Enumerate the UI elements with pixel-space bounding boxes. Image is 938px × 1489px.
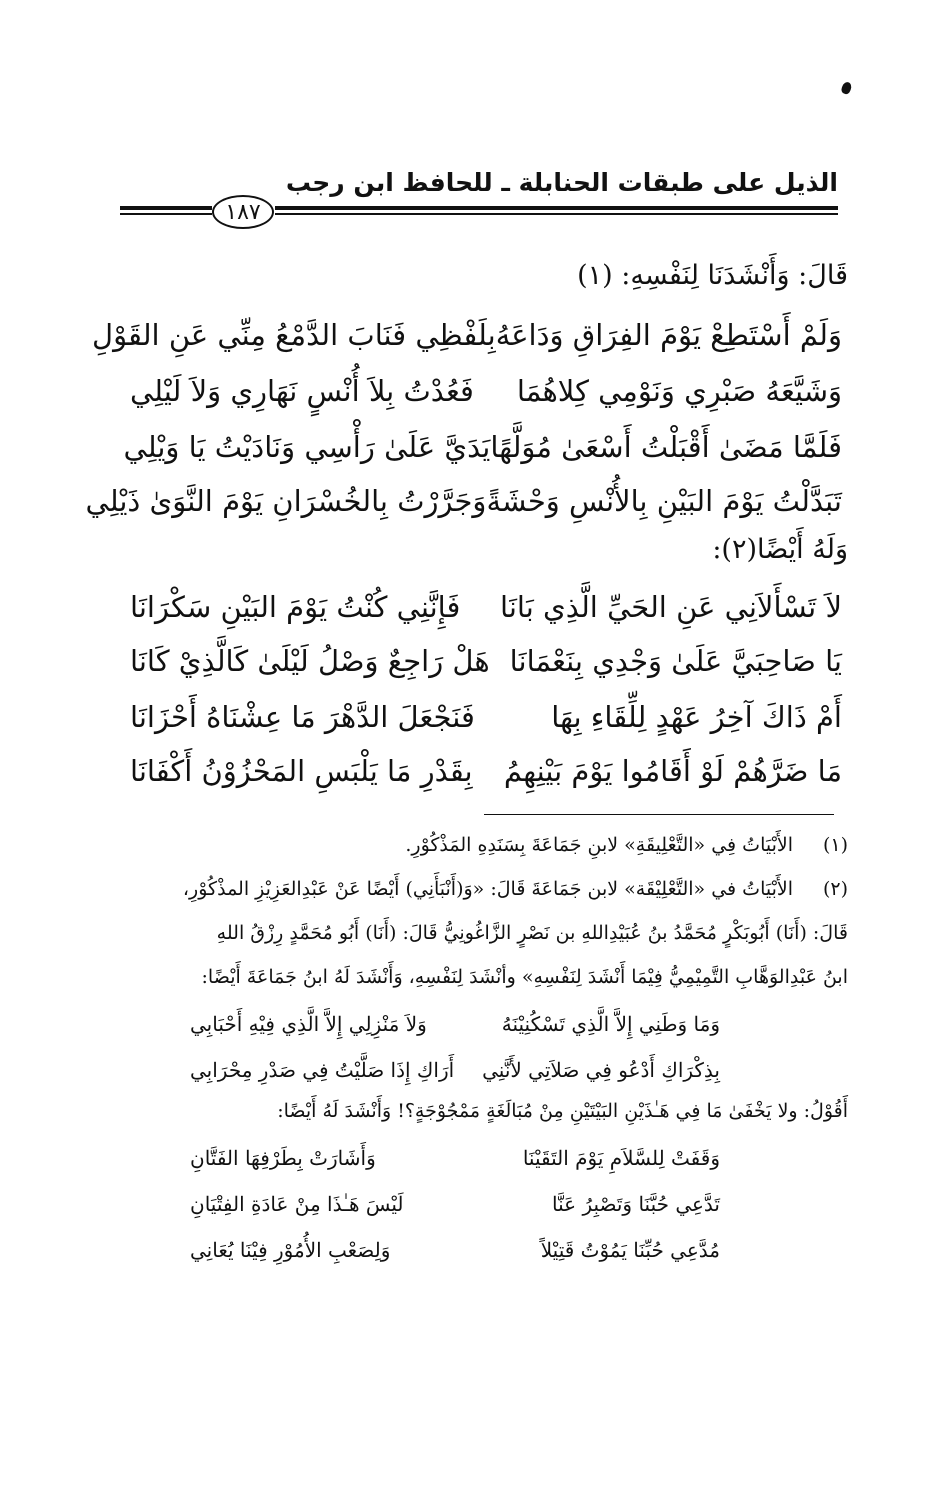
poem2-verse-1 bbox=[130, 590, 842, 634]
running-title: الذيل على طبقات الحنابلة ـ للحافظ ابن رجب bbox=[285, 168, 838, 197]
header-rule-left-thin bbox=[120, 213, 212, 215]
footnote-number: (١) bbox=[822, 834, 848, 856]
hemistich-1: بِذِكْرَاكِ أَدْعُو فِي صَلاَتِي لأَنَّنِي bbox=[482, 1058, 720, 1082]
footnote-verse-2 bbox=[190, 1058, 720, 1092]
hemistich-1: وَشَيَّعَهُ صَبْرِي وَنَوْمِي كِلاهُمَا bbox=[516, 374, 842, 408]
poem1-verse-1 bbox=[92, 318, 842, 362]
hemistich-1: مُدَّعِي حُبِّنَا يَمُوْتُ قَتِيْلاً bbox=[540, 1238, 720, 1262]
footnote-2-comment: أَقُوْلُ: ولا يَخْفَىٰ مَا فِي هَـٰذَيْنِ البَيْتَيْنِ مِنْ مُبَالَغَةٍ مَمْجُوْجَةٍ؟! وَأَنْشَدَ لَهُ أَيْضًا: bbox=[277, 1100, 848, 1122]
hemistich-2: بِلَفْظِي فَنَابَ الدَّمْعُ مِنِّي عَنِ القَوْلِ bbox=[92, 318, 496, 352]
poem2-verse-2 bbox=[130, 644, 842, 688]
footnote-verse-4 bbox=[190, 1192, 720, 1226]
hemistich-1: مَا ضَرَّهُمْ لَوْ أَقَامُوا يَوْمَ بَيْنِهِمُ bbox=[503, 754, 842, 788]
hemistich-1: تَدَّعِي حُبَّنَا وَتَصْبِرُ عَنَّا bbox=[552, 1192, 720, 1216]
poem1-verse-3 bbox=[123, 430, 842, 474]
intro-line-2: وَلَهُ أَيْضًا(٢): bbox=[712, 534, 848, 565]
hemistich-2: فَعُدْتُ بِلاَ أُنْسٍ نَهَارِي وَلاَ لَيْلِي bbox=[130, 374, 474, 408]
hemistich-1: أَمْ ذَاكَ آخِرُ عَهْدٍ لِلِّقَاءِ بِهَا bbox=[551, 700, 842, 734]
header-rule-thin bbox=[275, 213, 838, 215]
page-number: ١٨٧ bbox=[212, 195, 274, 229]
hemistich-2: لَيْسَ هَـٰذَا مِنْ عَادَةِ الفِتْيَانِ bbox=[190, 1192, 404, 1216]
hemistich-2: أَرَاكِ إِذَا صَلَّيْتُ فِي صَدْرِ مِحْرَابِي bbox=[190, 1058, 455, 1082]
footnote-number: (٢) bbox=[822, 878, 848, 900]
hemistich-1: وَلَمْ أَسْتَطِعْ يَوْمَ الفِرَاقِ وَدَاعَهُ bbox=[495, 318, 842, 352]
hemistich-1: وَمَا وَطَنِي إِلاَّ الَّذِي تَسْكُنِيْنَهُ bbox=[501, 1012, 720, 1036]
hemistich-2: وَجَرَّرْتُ بِالخُسْرَانِ يَوْمَ النَّوَىٰ ذَيْلِي bbox=[85, 484, 487, 518]
footnote-separator bbox=[484, 814, 834, 815]
hemistich-1: تَبَدَّلْتُ يَوْمَ البَيْنِ بِالأُنْسِ وَحْشَةً bbox=[486, 484, 842, 518]
hemistich-1: يَا صَاحِبَيَّ عَلَىٰ وَجْدِي بِنَعْمَانَا bbox=[509, 644, 842, 678]
hemistich-2: فَإِنَّنِي كُنْتُ يَوْمَ البَيْنِ سَكْرَانَا bbox=[130, 590, 461, 624]
poem2-verse-4 bbox=[130, 754, 842, 798]
hemistich-2: وَلاَ مَنْزِلِي إِلاَّ الَّذِي فِيْهِ أَحْبَابِي bbox=[190, 1012, 427, 1036]
hemistich-2: وَأَشَارَتْ بِطَرْفِهَا الفَتَّانِ bbox=[190, 1146, 376, 1170]
hemistich-1: لاَ تَسْأَلاَنِي عَنِ الحَيِّ الَّذِي بَانَا bbox=[500, 590, 842, 624]
footnote-text: الأَبْيَاتُ فِي «التَّعْلِيقَةِ» لابنِ جَمَاعَةَ بِسَنَدِهِ المَذْكُوْرِ. bbox=[405, 834, 793, 856]
footnote-2 bbox=[128, 878, 848, 906]
footnote-verse-3 bbox=[190, 1146, 720, 1180]
poem2-verse-3 bbox=[130, 700, 842, 744]
poem1-verse-4 bbox=[85, 484, 842, 528]
footnote-text: الأَبْيَاتُ في «التَّعْلِيْقَة» لابن جَمَاعَةَ قَالَ: «وَ(أَنْبَأَنِي) أَيْضًا عَنْ عَبْدِالعَزِيْزِ المذْكُوْرِ، bbox=[182, 878, 793, 900]
hemistich-1: فَلَمَّا مَضَىٰ أَقْبَلْتُ أَسْعَىٰ مُوَلَّهًا bbox=[490, 430, 842, 464]
intro-line-1: قَالَ: وَأَنْشَدَنَا لِنَفْسِهِ: (١) bbox=[577, 260, 848, 291]
ink-dot bbox=[840, 81, 853, 95]
hemistich-2: وَلِصَعْبِ الأُمُوْرِ فِيْنَا يُعَانِي bbox=[190, 1238, 391, 1262]
header-rule bbox=[275, 206, 838, 210]
poem1-verse-2 bbox=[130, 374, 842, 418]
footnote-2-line-3: ابنُ عَبْدِالوَهَّابِ التَّمِيْمِيُّ فِيْمَا أَنْشَدَ لِنَفْسِهِ» وأنْشَدَ لِنَفْسِهِ، وَأَنْشَدَ لَهُ ابنُ جَمَاعَةَ أَيْضًا: bbox=[201, 966, 848, 988]
header-rule-left bbox=[120, 206, 212, 210]
footnote-verse-5 bbox=[190, 1238, 720, 1272]
hemistich-2: فَنَجْعَلَ الدَّهْرَ مَا عِشْنَاهُ أَحْزَانَا bbox=[130, 700, 475, 734]
footnote-verse-1 bbox=[190, 1012, 720, 1046]
footnote-2-line-2: قَالَ: (أَنَا) أَبُوبَكْرٍ مُحَمَّدُ بنُ عُبَيْدِاللهِ بن نَصْرٍ الزَّاغُونِيُّ قَالَ: (أَنَا) أَبُو مُحَمَّدٍ رِزْقُ اللهِ bbox=[216, 922, 848, 944]
hemistich-2: بِقَدْرِ مَا يَلْبَسِ المَحْزُوْنُ أَكْفَانَا bbox=[130, 754, 473, 788]
hemistich-1: وَقَفَتْ لِلسَّلاَمِ يَوْمَ التَقَيْنَا bbox=[522, 1146, 720, 1170]
footnote-1 bbox=[128, 834, 848, 862]
hemistich-2: يَدَيَّ عَلَىٰ رَأْسِي وَنَادَيْتُ يَا وَيْلِي bbox=[123, 430, 491, 464]
hemistich-2: هَلْ رَاجِعٌ وَصْلُ لَيْلَىٰ كَالَّذِيْ كَانَا bbox=[130, 644, 490, 678]
